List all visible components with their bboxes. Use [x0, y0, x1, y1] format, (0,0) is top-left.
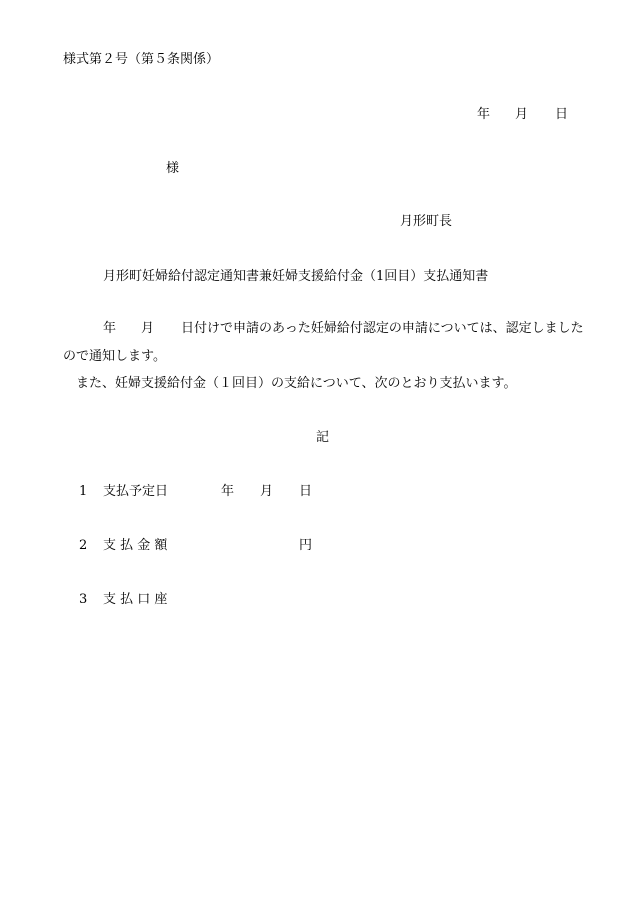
recipient-suffix: 様	[166, 161, 180, 176]
item-label: 支 払 金 額	[103, 538, 168, 553]
form-label: 様式第２号（第５条関係）	[63, 52, 220, 67]
body-text-line-2: ので通知します。	[63, 349, 166, 364]
item-unit-label: 円	[299, 538, 313, 553]
item-year-label: 年	[221, 484, 235, 499]
item-label: 支払予定日	[103, 484, 169, 499]
body-month-label: 月	[141, 321, 155, 336]
body-year-label: 年	[103, 321, 117, 336]
item-label: 支 払 口 座	[103, 592, 168, 607]
date-month-label: 月	[515, 107, 529, 122]
body-paragraph-2: また、妊婦支援給付金（１回目）の支給について、次のとおり支払います。	[76, 376, 517, 391]
body-text-line-1: 日付けで申請のあった妊婦給付認定の申請については、認定しました	[181, 321, 584, 336]
item-number: 2	[79, 538, 88, 553]
date-day-label: 日	[555, 107, 569, 122]
date-year-label: 年	[477, 107, 491, 122]
item-day-label: 日	[299, 484, 313, 499]
item-month-label: 月	[260, 484, 274, 499]
ki-heading: 記	[316, 430, 330, 445]
document-title: 月形町妊婦給付認定通知書兼妊婦支援給付金（1回目）支払通知書	[103, 269, 489, 284]
issuer-name: 月形町長	[400, 214, 453, 229]
item-number: 3	[79, 592, 88, 607]
item-number: 1	[79, 484, 88, 499]
